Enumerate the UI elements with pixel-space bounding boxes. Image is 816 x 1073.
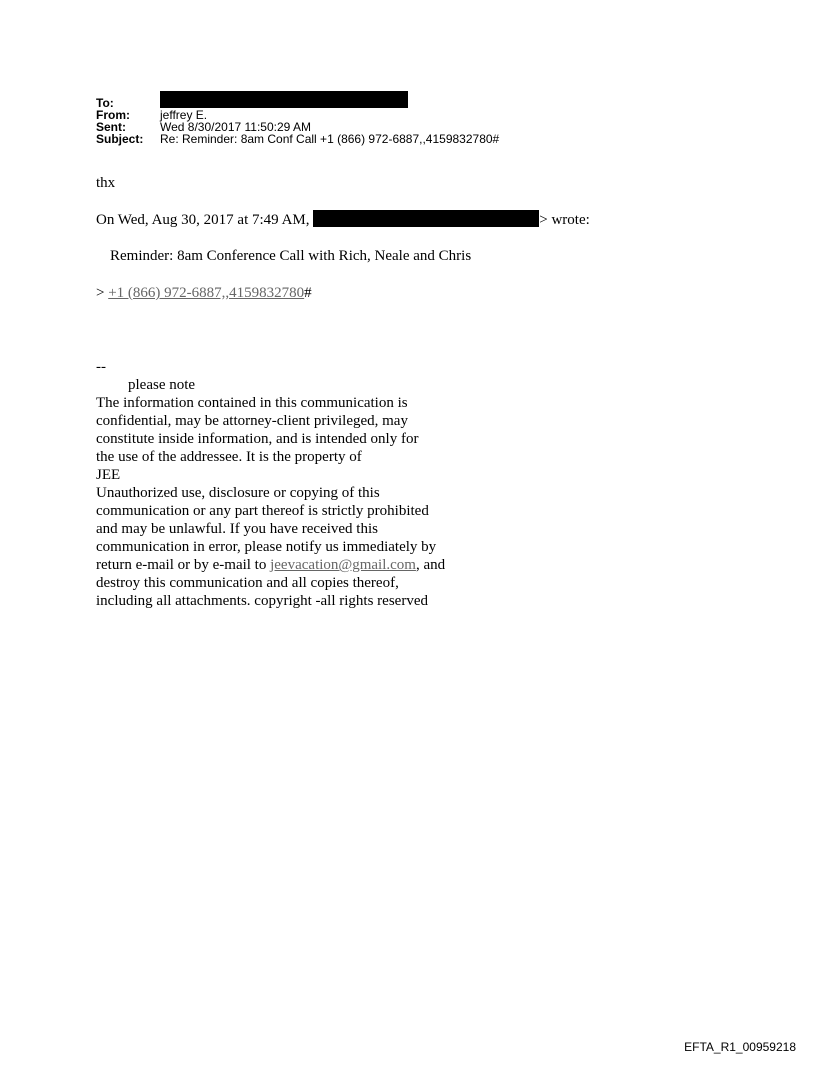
subject-value: Re: Reminder: 8am Conf Call +1 (866) 972-6887,,4159832780# <box>160 132 500 146</box>
sent-label: Sent: <box>96 120 126 134</box>
email-line-suffix: , and <box>415 557 446 573</box>
disclaimer-line: JEE <box>96 467 121 483</box>
disclaimer-line: confidential, may be attorney-client privileged, may <box>96 413 408 429</box>
disclaimer-line: the use of the addressee. It is the property of <box>96 449 362 465</box>
quote-intro-end: > wrote: <box>539 212 590 228</box>
email-link[interactable]: jeevacation@gmail.com <box>270 557 416 573</box>
disclaimer-line: communication in error, please notify us immediately by <box>96 539 437 555</box>
quote-marker: > <box>96 285 105 301</box>
signature-separator: -- <box>96 359 106 375</box>
reply-text: thx <box>96 175 116 191</box>
signature-note: please note <box>128 377 196 393</box>
redaction-bar <box>160 91 408 108</box>
disclaimer-line: Unauthorized use, disclosure or copying of this <box>96 485 380 501</box>
to-label: To: <box>96 96 114 110</box>
disclaimer-line: The information contained in this communication is <box>96 395 408 411</box>
email-line-prefix: return e-mail or by e-mail to <box>96 557 267 573</box>
phone-link[interactable]: +1 (866) 972-6887,,4159832780 <box>108 285 305 301</box>
quote-intro <box>96 210 590 229</box>
subject-label: Subject: <box>96 132 144 146</box>
disclaimer-email-line <box>96 556 445 574</box>
document-id: EFTA_R1_00959218 <box>684 1040 796 1054</box>
from-value: jeffrey E. <box>160 108 208 122</box>
disclaimer-line: including all attachments. copyright -all rights reserved <box>96 593 428 609</box>
reminder-text: Reminder: 8am Conference Call with Rich, Neale and Chris <box>110 248 472 264</box>
disclaimer-line: and may be unlawful. If you have received this <box>96 521 378 537</box>
phone-suffix: # <box>304 285 312 301</box>
disclaimer-line: constitute inside information, and is intended only for <box>96 431 419 447</box>
disclaimer <box>96 394 445 610</box>
subject-row <box>96 133 499 145</box>
disclaimer-line: communication or any part thereof is strictly prohibited <box>96 503 429 519</box>
to-row <box>96 97 499 109</box>
from-label: From: <box>96 108 130 122</box>
disclaimer-line: destroy this communication and all copies thereof, <box>96 575 399 591</box>
sent-value: Wed 8/30/2017 11:50:29 AM <box>160 120 312 134</box>
phone-line <box>96 284 312 302</box>
email-header <box>96 97 499 145</box>
quote-intro-start: On Wed, Aug 30, 2017 at 7:49 AM, <box>96 212 310 228</box>
redaction-bar <box>313 210 539 227</box>
